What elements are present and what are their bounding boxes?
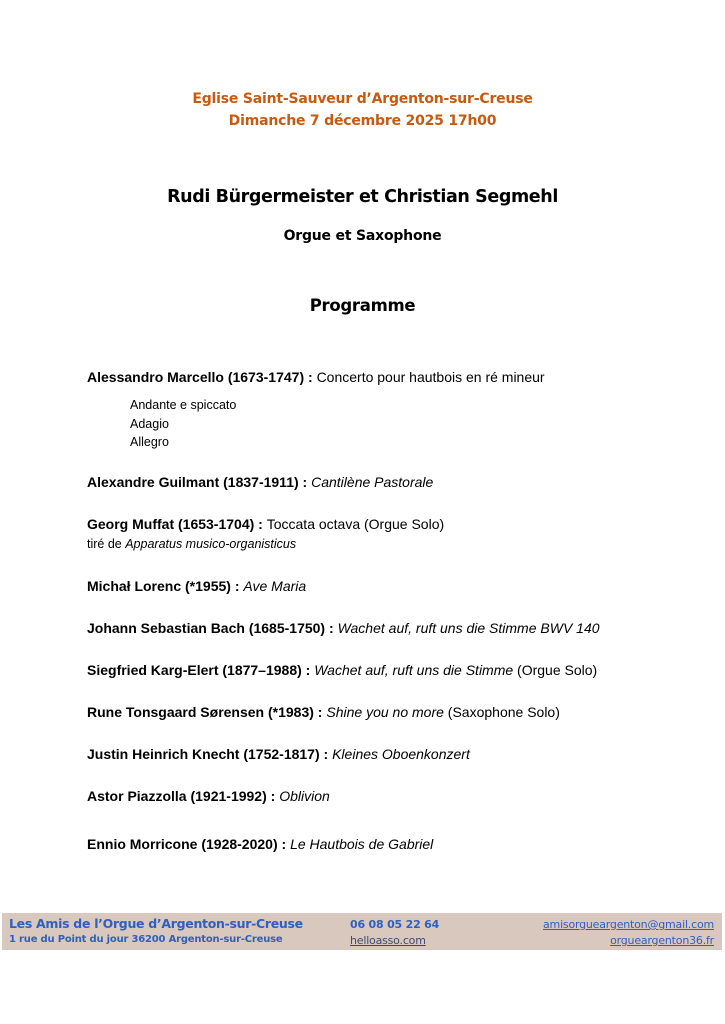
composer: Georg Muffat (1653-1704) <box>87 516 255 532</box>
programme-item <box>87 661 597 679</box>
venue-and-date <box>0 88 725 132</box>
separator: : <box>301 662 315 678</box>
composer: Michał Lorenc (*1955) <box>87 578 231 594</box>
composer: Astor Piazzolla (1921-1992) <box>87 788 267 804</box>
work-title: Wachet auf, ruft uns die Stimme BWV 140 <box>337 620 600 636</box>
performers: Rudi Bürgermeister et Christian Segmehl <box>167 187 558 207</box>
programme-item <box>87 473 433 491</box>
movement: Adagio <box>130 416 169 431</box>
website-link[interactable]: orgueargenton36.fr <box>610 934 714 947</box>
phone-number: 06 08 05 22 64 <box>350 918 440 931</box>
programme-item <box>87 745 470 763</box>
work-title: Kleines Oboenkonzert <box>332 746 470 762</box>
programme-item <box>87 368 545 386</box>
work-note: (Orgue Solo) <box>513 662 598 678</box>
work-title: Toccata octava (Orgue Solo) <box>266 516 445 532</box>
movement: Andante e spiccato <box>130 398 237 412</box>
separator: : <box>325 620 338 636</box>
movements-list <box>130 396 236 452</box>
helloasso-link[interactable]: helloasso.com <box>350 934 426 947</box>
composer: Rune Tonsgaard Sørensen (*1983) <box>87 704 314 720</box>
separator: : <box>304 369 317 385</box>
separator: : <box>230 578 244 594</box>
organization-address: 1 rue du Point du jour 36200 Argenton-sur-Creuse <box>9 934 283 945</box>
work-source <box>87 536 296 552</box>
venue: Eglise Saint-Sauveur d’Argenton-sur-Creuse <box>192 91 533 107</box>
work-title: Oblivion <box>279 788 330 804</box>
programme-item <box>87 703 560 721</box>
work-title: Wachet auf, ruft uns die Stimme <box>314 662 514 678</box>
separator: : <box>277 836 291 852</box>
work-note: (Saxophone Solo) <box>443 704 560 720</box>
programme-item <box>87 577 306 595</box>
separator: : <box>298 474 312 490</box>
programme-item <box>87 619 600 637</box>
composer: Justin Heinrich Knecht (1752-1817) <box>87 746 320 762</box>
composer: Siegfried Karg-Elert (1877–1988) <box>87 662 302 678</box>
source-prefix: tiré de <box>87 537 126 551</box>
separator: : <box>266 788 280 804</box>
programme-item <box>87 787 330 805</box>
concert-date: Dimanche 7 décembre 2025 17h00 <box>228 113 497 129</box>
source-title: Apparatus musico-organisticus <box>125 537 297 551</box>
composer: Alessandro Marcello (1673-1747) <box>87 369 305 385</box>
footer-contact-band <box>2 913 722 950</box>
work-title: Ave Maria <box>243 578 307 594</box>
programme-title: Programme <box>309 296 416 315</box>
composer: Alexandre Guilmant (1837-1911) <box>87 474 299 490</box>
programme-item <box>87 515 444 533</box>
composer: Johann Sebastian Bach (1685-1750) <box>87 620 326 636</box>
instruments: Orgue et Saxophone <box>283 228 442 244</box>
programme-item <box>87 835 433 853</box>
organization-name: Les Amis de l’Orgue d’Argenton-sur-Creuse <box>9 916 303 931</box>
separator: : <box>319 746 333 762</box>
separator: : <box>313 704 327 720</box>
work-title: Concerto pour hautbois en ré mineur <box>316 369 545 385</box>
work-title: Cantilène Pastorale <box>311 474 434 490</box>
work-title: Shine you no more <box>326 704 444 720</box>
email-link[interactable]: amisorgueargenton@gmail.com <box>543 918 714 931</box>
movement: Allegro <box>130 435 169 449</box>
work-title: Le Hautbois de Gabriel <box>290 836 434 852</box>
composer: Ennio Morricone (1928-2020) <box>87 836 278 852</box>
separator: : <box>254 516 267 532</box>
